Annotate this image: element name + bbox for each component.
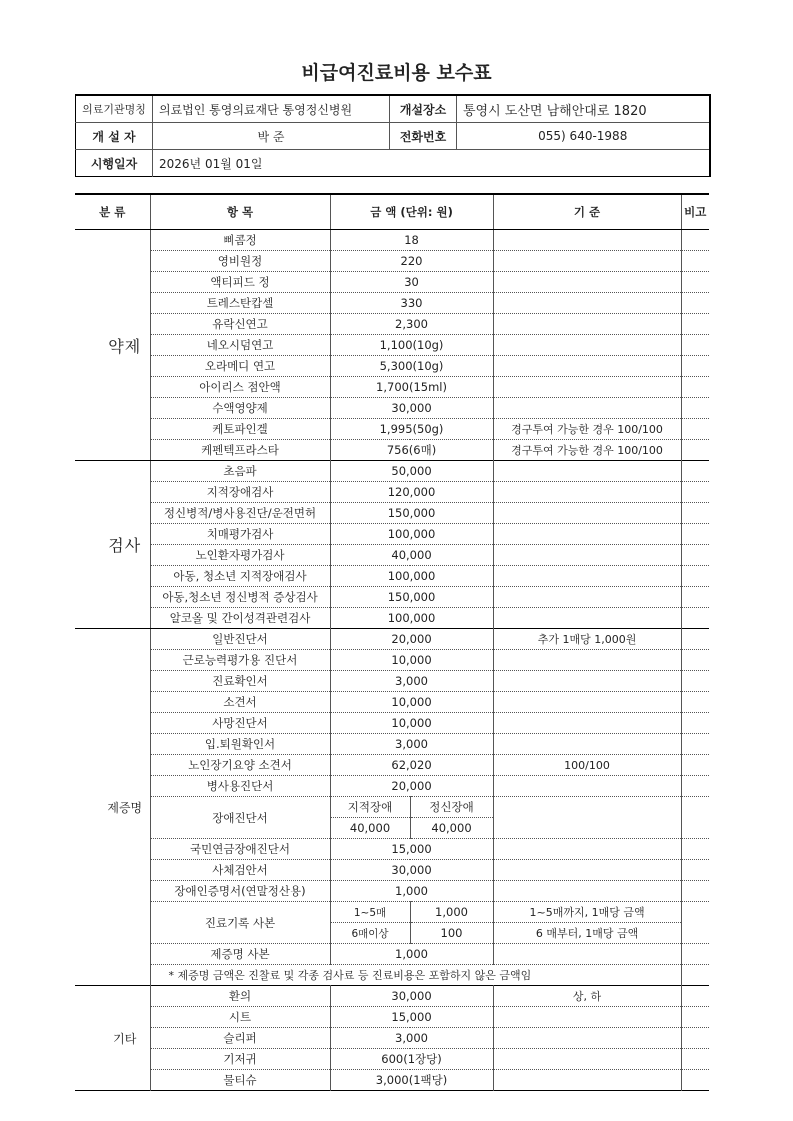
item-name: 케토파인겔 [150,419,330,440]
item-name: 삐콤정 [150,230,330,251]
item-remark [681,503,709,524]
item-name: 노인환자평가검사 [150,545,330,566]
item-name: 국민연금장애진단서 [150,839,330,860]
records-range2-amount: 100 [410,923,493,944]
item-name: 유락신연고 [150,314,330,335]
table-row [75,419,709,440]
item-name: 사체검안서 [150,860,330,881]
item-amount: 20,000 [330,776,493,797]
item-remark [681,797,709,839]
item-criteria [493,272,681,293]
table-row [75,986,709,1007]
item-remark [681,986,709,1007]
item-name: 슬리퍼 [150,1028,330,1049]
table-row [75,1028,709,1049]
item-amount: 100,000 [330,566,493,587]
item-name: 트레스탄캅셀 [150,293,330,314]
item-criteria [493,545,681,566]
item-amount: 3,000(1팩당) [330,1070,493,1091]
item-remark [681,1049,709,1070]
item-criteria [493,650,681,671]
item-remark [681,671,709,692]
category-tests: 검사 [100,461,150,629]
item-remark [681,461,709,482]
table-row [75,692,709,713]
item-name: 물티슈 [150,1070,330,1091]
category-etc: 기타 [100,986,150,1091]
table-row [75,629,709,650]
records-range1-amount: 1,000 [410,902,493,923]
item-remark [681,230,709,251]
table-row [75,230,709,251]
table-row [75,356,709,377]
item-amount: 3,000 [330,1028,493,1049]
item-criteria [493,377,681,398]
info-row-date [76,150,710,177]
table-row [75,524,709,545]
item-amount: 150,000 [330,503,493,524]
table-row [75,335,709,356]
table-row [75,713,709,734]
item-criteria [493,881,681,902]
item-criteria [493,797,681,839]
item-amount: 62,020 [330,755,493,776]
category-indent [75,461,100,629]
item-amount: 15,000 [330,839,493,860]
item-criteria [493,251,681,272]
founder-value: 박 준 [153,123,390,150]
item-criteria [493,944,681,965]
item-criteria [493,482,681,503]
info-row-founder [76,123,710,150]
item-criteria: 경구투여 가능한 경우 100/100 [493,419,681,440]
item-amount: 20,000 [330,629,493,650]
item-amount: 30 [330,272,493,293]
item-remark [681,713,709,734]
item-remark [681,629,709,650]
item-amount: 1,995(50g) [330,419,493,440]
header-remark: 비고 [681,194,709,230]
item-criteria [493,524,681,545]
item-amount: 40,000 [330,545,493,566]
table-row [75,860,709,881]
item-criteria [493,461,681,482]
table-row [75,734,709,755]
item-criteria [493,230,681,251]
item-amount: 1,000 [330,944,493,965]
item-name: 진료기록 사본 [150,902,330,944]
item-criteria [493,1007,681,1028]
item-remark [681,377,709,398]
table-row [75,587,709,608]
item-criteria [493,335,681,356]
institution-label: 의료기관명칭 [76,95,153,123]
item-name: 일반진단서 [150,629,330,650]
item-remark [681,650,709,671]
item-criteria: 추가 1매당 1,000원 [493,629,681,650]
item-criteria [493,1049,681,1070]
item-remark [681,482,709,503]
institution-info-table [75,94,711,177]
item-name: 제증명 사본 [150,944,330,965]
item-criteria: 100/100 [493,755,681,776]
item-remark [681,776,709,797]
item-remark [681,944,709,965]
item-remark [681,608,709,629]
item-amount: 50,000 [330,461,493,482]
records-range2-criteria: 6 매부터, 1매당 금액 [493,923,681,944]
records-range1-label: 1~5매 [330,902,410,923]
records-range1-criteria: 1~5매까지, 1매당 금액 [493,902,681,923]
item-remark [681,251,709,272]
item-name: 초음파 [150,461,330,482]
item-remark [681,440,709,461]
item-criteria [493,314,681,335]
item-remark [681,566,709,587]
info-row-institution [76,95,710,123]
item-amount: 30,000 [330,398,493,419]
item-criteria [493,503,681,524]
date-label: 시행일자 [76,150,153,177]
item-criteria [493,860,681,881]
disability-intellectual-amount: 40,000 [330,818,410,839]
table-row [75,461,709,482]
item-remark [681,314,709,335]
item-criteria: 상, 하 [493,986,681,1007]
item-amount: 756(6매) [330,440,493,461]
item-name: 영비원정 [150,251,330,272]
phone-value: 055) 640-1988 [457,123,710,150]
item-criteria [493,398,681,419]
category-certificates: 제증명 [100,629,150,986]
page-title: 비급여진료비용 보수표 [301,62,492,84]
item-amount: 1,700(15ml) [330,377,493,398]
item-remark [681,272,709,293]
item-name: 치매평가검사 [150,524,330,545]
item-name: 진료확인서 [150,671,330,692]
item-name: 케펜텍프라스타 [150,440,330,461]
header-criteria: 기 준 [493,194,681,230]
item-remark [681,587,709,608]
item-criteria [493,566,681,587]
item-remark [681,1028,709,1049]
note-remark [681,965,709,986]
table-row-disability [75,797,709,818]
disability-mental-label: 정신장애 [410,797,493,818]
item-remark [681,293,709,314]
item-amount: 220 [330,251,493,272]
location-label: 개설장소 [390,95,457,123]
item-name: 병사용진단서 [150,776,330,797]
item-remark [681,524,709,545]
table-row [75,314,709,335]
table-row [75,755,709,776]
founder-label: 개 설 자 [76,123,153,150]
item-criteria [493,839,681,860]
location-value: 통영시 도산면 남해안대로 1820 [457,95,710,123]
table-row [75,608,709,629]
item-amount: 1,100(10g) [330,335,493,356]
item-remark [681,545,709,566]
item-remark [681,692,709,713]
table-row [75,1049,709,1070]
item-remark [681,1070,709,1091]
item-amount: 10,000 [330,692,493,713]
item-name: 사망진단서 [150,713,330,734]
table-row [75,1070,709,1091]
item-amount: 3,000 [330,671,493,692]
table-row [75,272,709,293]
item-remark [681,881,709,902]
category-indent [75,986,100,1091]
item-criteria [493,671,681,692]
item-remark [681,335,709,356]
item-amount: 2,300 [330,314,493,335]
item-remark [681,356,709,377]
item-amount: 600(1장당) [330,1049,493,1070]
item-criteria [493,356,681,377]
item-name: 장애인증명서(연말정산용) [150,881,330,902]
phone-label: 전화번호 [390,123,457,150]
item-amount: 30,000 [330,860,493,881]
item-criteria [493,713,681,734]
fee-table [75,193,709,1091]
item-amount: 10,000 [330,713,493,734]
category-indent [75,230,100,461]
table-row [75,482,709,503]
item-name: 근로능력평가용 진단서 [150,650,330,671]
header-amount: 금 액 (단위: 원) [330,194,493,230]
table-row [75,440,709,461]
item-criteria [493,587,681,608]
item-name: 오라메디 연고 [150,356,330,377]
item-amount: 330 [330,293,493,314]
item-name: 알코올 및 간이성격관련검사 [150,608,330,629]
header-category: 분 류 [75,194,150,230]
item-amount: 10,000 [330,650,493,671]
item-amount: 1,000 [330,881,493,902]
item-name: 아이리스 점안액 [150,377,330,398]
item-amount: 30,000 [330,986,493,1007]
item-remark [681,1007,709,1028]
table-row [75,251,709,272]
item-name: 장애진단서 [150,797,330,839]
table-header [75,194,709,230]
institution-value: 의료법인 통영의료재단 통영정신병원 [153,95,390,123]
item-criteria [493,776,681,797]
table-row [75,1007,709,1028]
table-row [75,566,709,587]
item-criteria [493,608,681,629]
table-row [75,503,709,524]
disability-intellectual-label: 지적장애 [330,797,410,818]
item-amount: 100,000 [330,608,493,629]
item-amount: 18 [330,230,493,251]
item-remark [681,755,709,776]
item-criteria: 경구투여 가능한 경우 100/100 [493,440,681,461]
item-name: 환의 [150,986,330,1007]
disability-mental-amount: 40,000 [410,818,493,839]
category-indent [75,629,100,986]
table-row [75,398,709,419]
table-row-records [75,902,709,923]
item-remark [681,419,709,440]
item-name: 네오시덤연고 [150,335,330,356]
item-remark [681,860,709,881]
table-row [75,881,709,902]
item-name: 노인장기요양 소견서 [150,755,330,776]
item-criteria [493,1028,681,1049]
table-row [75,671,709,692]
item-amount: 120,000 [330,482,493,503]
certificate-note: * 제증명 금액은 진찰료 및 각종 검사료 등 진료비용은 포함하지 않은 금액임 [150,965,681,986]
item-name: 수액영양제 [150,398,330,419]
certificate-note-row [75,965,709,986]
item-name: 액티피드 정 [150,272,330,293]
table-row [75,650,709,671]
item-name: 정신병적/병사용진단/운전면허 [150,503,330,524]
item-remark [681,902,709,944]
item-amount: 100,000 [330,524,493,545]
item-amount: 3,000 [330,734,493,755]
table-row [75,776,709,797]
item-name: 기저귀 [150,1049,330,1070]
item-remark [681,398,709,419]
table-row [75,293,709,314]
item-amount: 150,000 [330,587,493,608]
records-range2-label: 6매이상 [330,923,410,944]
item-amount: 15,000 [330,1007,493,1028]
table-row [75,545,709,566]
item-name: 소견서 [150,692,330,713]
item-criteria [493,1070,681,1091]
item-name: 아동, 청소년 지적장애검사 [150,566,330,587]
table-row [75,944,709,965]
item-amount: 5,300(10g) [330,356,493,377]
item-name: 시트 [150,1007,330,1028]
header-item: 항 목 [150,194,330,230]
item-remark [681,839,709,860]
item-criteria [493,293,681,314]
item-name: 입.퇴원확인서 [150,734,330,755]
item-criteria [493,734,681,755]
category-medicine: 약제 [100,230,150,461]
item-name: 아동,청소년 정신병적 증상검사 [150,587,330,608]
item-criteria [493,692,681,713]
item-remark [681,734,709,755]
table-row [75,839,709,860]
item-name: 지적장애검사 [150,482,330,503]
date-value: 2026년 01월 01일 [159,156,263,171]
table-row [75,377,709,398]
